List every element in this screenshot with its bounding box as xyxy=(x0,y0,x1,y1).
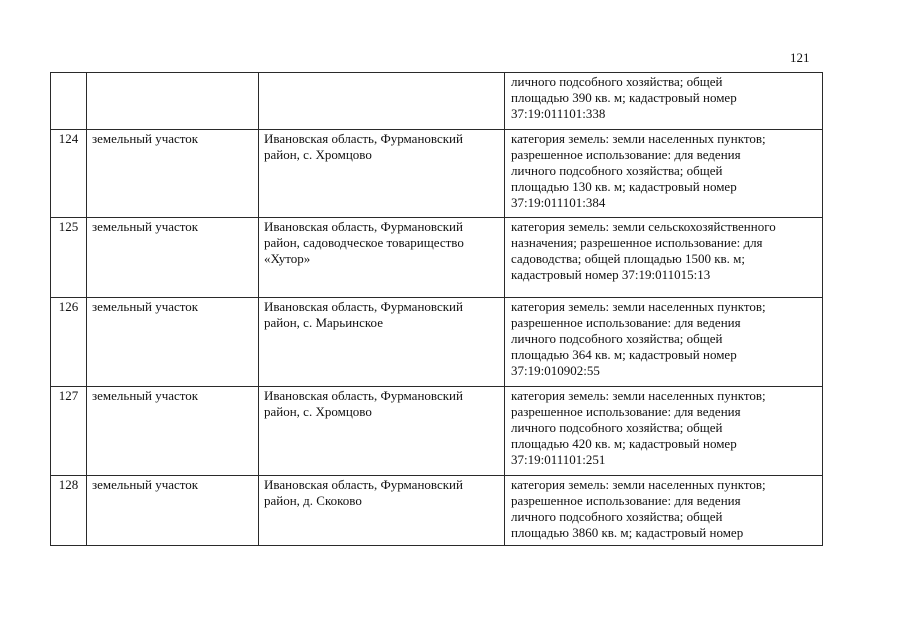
description-line: личного подсобного хозяйства; общей xyxy=(511,163,723,178)
description-line: разрешенное использование: для ведения xyxy=(511,493,741,508)
location-line: район, с. Хромцово xyxy=(264,147,372,162)
location-cell xyxy=(259,218,505,298)
description-line: категория земель: земли населенных пунктов; xyxy=(511,388,766,403)
description-cell xyxy=(505,130,823,218)
object-type-cell: земельный участок xyxy=(87,130,259,218)
description-line: личного подсобного хозяйства; общей xyxy=(511,509,723,524)
description-cell xyxy=(505,387,823,476)
location-line: Ивановская область, Фурмановский xyxy=(264,299,463,314)
page-number: 121 xyxy=(790,50,810,65)
location-line: Ивановская область, Фурмановский xyxy=(264,477,463,492)
location-line: «Хутор» xyxy=(264,251,311,266)
table-row xyxy=(51,298,823,387)
description-line: 37:19:010902:55 xyxy=(511,363,600,378)
location-line: район, д. Скоково xyxy=(264,493,362,508)
description-line: площадью 130 кв. м; кадастровый номер xyxy=(511,179,737,194)
table-row xyxy=(51,130,823,218)
description-line: категория земель: земли населенных пунктов; xyxy=(511,131,766,146)
location-line: район, с. Марьинское xyxy=(264,315,383,330)
location-cell xyxy=(259,298,505,387)
description-line: садоводства; общей площадью 1500 кв. м; xyxy=(511,251,746,266)
description-line: 37:19:011101:251 xyxy=(511,452,606,467)
location-cell xyxy=(259,73,505,130)
description-line: кадастровый номер 37:19:011015:13 xyxy=(511,267,711,282)
location-line: район, садоводческое товарищество xyxy=(264,235,464,250)
description-cell xyxy=(505,73,823,130)
object-type-cell: земельный участок xyxy=(87,476,259,546)
location-line: Ивановская область, Фурмановский xyxy=(264,219,463,234)
location-cell xyxy=(259,476,505,546)
table-row xyxy=(51,218,823,298)
description-line: площадью 420 кв. м; кадастровый номер xyxy=(511,436,737,451)
location-cell xyxy=(259,387,505,476)
row-number-cell: 125 xyxy=(51,218,87,298)
description-line: личного подсобного хозяйства; общей xyxy=(511,420,723,435)
land-plots-table xyxy=(50,72,823,546)
description-line: разрешенное использование: для ведения xyxy=(511,315,741,330)
location-line: Ивановская область, Фурмановский xyxy=(264,131,463,146)
row-number-cell: 128 xyxy=(51,476,87,546)
description-line: категория земель: земли населенных пунктов; xyxy=(511,299,766,314)
table-row xyxy=(51,73,823,130)
description-line: площадью 390 кв. м; кадастровый номер xyxy=(511,90,737,105)
description-cell xyxy=(505,298,823,387)
object-type-cell: земельный участок xyxy=(87,218,259,298)
description-line: 37:19:011101:338 xyxy=(511,106,606,121)
row-number-cell xyxy=(51,73,87,130)
description-cell xyxy=(505,476,823,546)
location-line: Ивановская область, Фурмановский xyxy=(264,388,463,403)
description-line: разрешенное использование: для ведения xyxy=(511,147,741,162)
object-type-cell: земельный участок xyxy=(87,298,259,387)
location-cell xyxy=(259,130,505,218)
description-line: площадью 3860 кв. м; кадастровый номер xyxy=(511,525,744,540)
description-line: площадью 364 кв. м; кадастровый номер xyxy=(511,347,737,362)
object-type-cell: земельный участок xyxy=(87,387,259,476)
description-line: категория земель: земли сельскохозяйственного xyxy=(511,219,776,234)
table-row xyxy=(51,387,823,476)
description-line: личного подсобного хозяйства; общей xyxy=(511,74,723,89)
description-line: категория земель: земли населенных пунктов; xyxy=(511,477,766,492)
table-row xyxy=(51,476,823,546)
description-line: разрешенное использование: для ведения xyxy=(511,404,741,419)
row-number-cell: 126 xyxy=(51,298,87,387)
description-line: назначения; разрешенное использование: для xyxy=(511,235,763,250)
row-number-cell: 127 xyxy=(51,387,87,476)
description-line: 37:19:011101:384 xyxy=(511,195,606,210)
location-line: район, с. Хромцово xyxy=(264,404,372,419)
row-number-cell: 124 xyxy=(51,130,87,218)
object-type-cell xyxy=(87,73,259,130)
description-line: личного подсобного хозяйства; общей xyxy=(511,331,723,346)
description-cell xyxy=(505,218,823,298)
